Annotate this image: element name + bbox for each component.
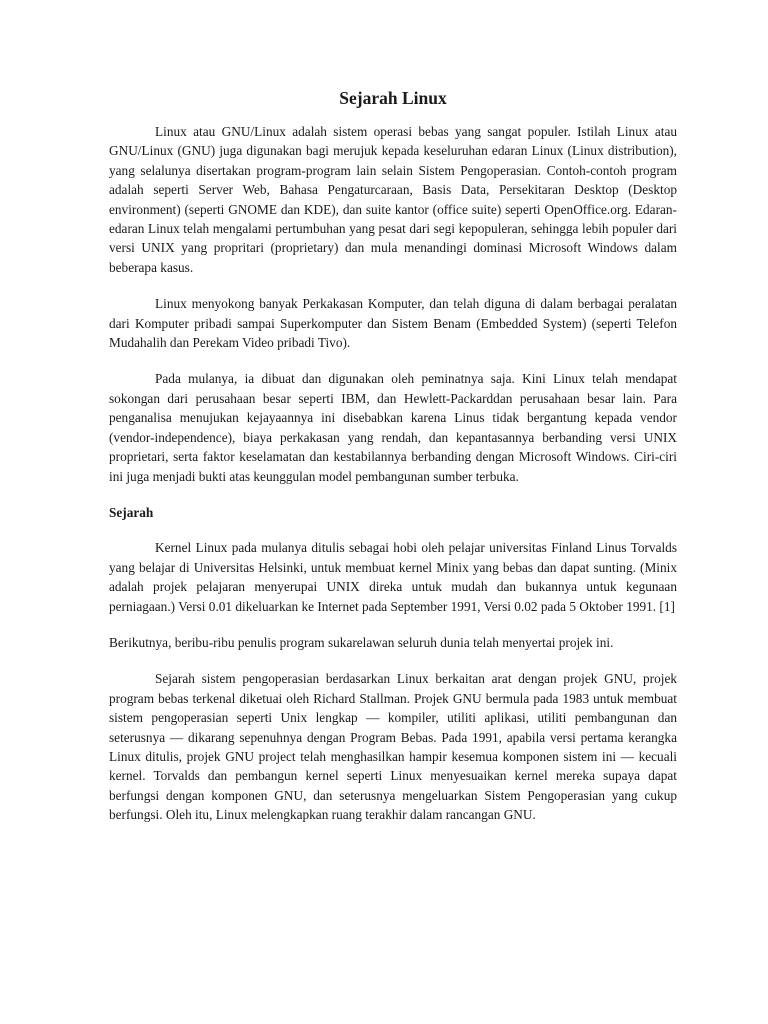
document-page [109, 86, 677, 842]
paragraph-history-2: Berikutnya, beribu-ribu penulis program sukarelawan seluruh dunia telah menyertai projek ini. [109, 634, 614, 650]
section-heading-sejarah: Sejarah [109, 504, 154, 520]
paragraph-history-3: Sejarah sistem pengoperasian berdasarkan Linux berkaitan arat dengan projek GNU, projek program bebas terkenal diketuai oleh Richard Stallman. Projek GNU bermula pada 1983 untuk membuat sistem pengoperasian seperti Unix lengkap — kompiler, utiliti aplikasi, utiliti pembangunan dan seterusnya — dikarang sepenuhnya dengan Program Bebas. Pada 1991, apabila versi pertama kerangka Linux ditulis, projek GNU project telah menghasilkan hampir kesemua komponen sistem ini — kecuali kernel. Torvalds dan pembangun kernel seperti Linux menyesuaikan kernel mereka supaya dapat berfungsi dengan komponen GNU, dan seterusnya mengeluarkan Sistem Pengoperasian yang cukup berfungsi. Oleh itu, Linux melengkapkan ruang terakhir dalam rancangan GNU. [109, 671, 677, 823]
paragraph-history-1: Kernel Linux pada mulanya ditulis sebagai hobi oleh pelajar universitas Finland Linus Torvalds yang belajar di Universitas Helsinki, untuk membuat kernel Minix yang bebas dan dapat sunting. (Minix adalah projek pelajaran menyerupai UNIX direka untuk mudah dan bukannya untuk kegunaan perniagaan.) Versi 0.01 dikeluarkan ke Internet pada September 1991, Versi 0.02 pada 5 Oktober 1991. [1] [109, 540, 677, 614]
paragraph-intro-3: Pada mulanya, ia dibuat dan digunakan oleh peminatnya saja. Kini Linux telah mendapat sokongan dari perusahaan besar seperti IBM, dan Hewlett-Packarddan perusahaan besar lain. Para penganalisa menujukan kejayaannya ini disebabkan karena Linus tidak bergantung kepada vendor (vendor-independence), biaya perkakasan yang rendah, dan kepantasannya berbanding versi UNIX proprietari, serta faktor keselamatan dan kestabilannya berbanding dengan Microsoft Windows. Ciri-ciri ini juga menjadi bukti atas keunggulan model pembangunan sumber terbuka. [109, 371, 677, 484]
page-title: Sejarah Linux [339, 88, 447, 108]
paragraph-intro-2: Linux menyokong banyak Perkakasan Komputer, dan telah diguna di dalam berbagai peralatan dari Komputer pribadi sampai Superkomputer dan Sistem Benam (Embedded System) (seperti Telefon Mudahalih dan Perekam Video pribadi Tivo). [109, 296, 677, 351]
paragraph-intro-1: Linux atau GNU/Linux adalah sistem operasi bebas yang sangat populer. Istilah Linux atau GNU/Linux (GNU) juga digunakan bagi merujuk kepada keseluruhan edaran Linux (Linux distribution), yang selalunya disertakan program-program lain selain Sistem Pengoperasian. Contoh-contoh program adalah seperti Server Web, Bahasa Pengaturcaraan, Basis Data, Persekitaran Desktop (Desktop environment) (seperti GNOME dan KDE), dan suite kantor (office suite) seperti OpenOffice.org. Edaran-edaran Linux telah mengalami pertumbuhan yang pesat dari segi kepopuleran, sehingga lebih populer dari versi UNIX yang propritari (proprietary) dan mula menandingi dominasi Microsoft Windows dalam beberapa kasus. [109, 124, 677, 275]
